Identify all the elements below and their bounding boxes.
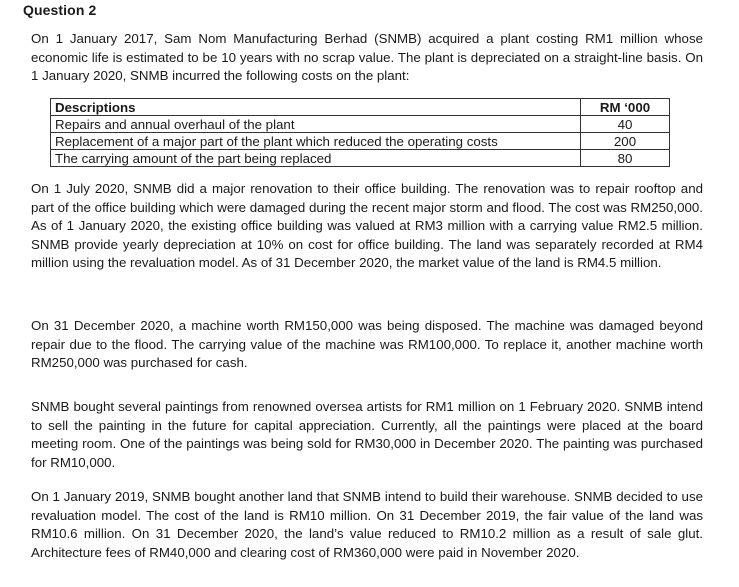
paragraph-warehouse-land: On 1 January 2019, SNMB bought another land that SNMB intend to build their warehouse. SNMB decided to use revaluation model. The cost of the land is RM10 million. On 31 December 2019, the fair value of the land was RM10.6 million. On 31 December 2020, the land’s value reduced to RM10.2 million as a result of sale glut. Architecture fees of RM40,000 and clearing cost of RM360,000 were paid in November 2020. <box>31 489 703 560</box>
paragraph-office-renovation: On 1 July 2020, SNMB did a major renovation to their office building. The renovation was to repair rooftop and part of the office building which were damaged during the recent major storm and flood. The cost was RM250,000. As of 1 January 2020, the existing office building was valued at RM3 million with a carrying value RM2.5 million. SNMB provide yearly depreciation at 10% on cost for office building. The land was separately recorded at RM4 million using the revaluation model. As of 31 December 2020, the market value of the land is RM4.5 million. <box>31 181 703 271</box>
row-description: Replacement of a major part of the plant which reduced the operating costs <box>51 133 581 150</box>
paragraph-paintings: SNMB bought several paintings from renowned oversea artists for RM1 million on 1 February 2020. SNMB intend to sell the painting in the future for capital appreciation. Currently, all the paintings were placed at the board meeting room. One of the paintings was being sold for RM30,000 in December 2020. The painting was purchased for RM10,000. <box>31 399 703 470</box>
row-description: The carrying amount of the part being replaced <box>51 150 581 167</box>
costs-table <box>50 98 670 167</box>
row-amount: 40 <box>581 116 670 133</box>
header-amount: RM ‘000 <box>581 99 670 116</box>
intro-paragraph: On 1 January 2017, Sam Nom Manufacturing Berhad (SNMB) acquired a plant costing RM1 million whose economic life is estimated to be 10 years with no scrap value. The plant is depreciated on a straight-line basis. On 1 January 2020, SNMB incurred the following costs on the plant: <box>31 31 703 84</box>
question-title: Question 2 <box>23 2 97 18</box>
row-amount: 200 <box>581 133 670 150</box>
table-header-row <box>51 99 670 116</box>
paragraph-machine-disposal: On 31 December 2020, a machine worth RM150,000 was being disposed. The machine was damaged beyond repair due to the flood. The carrying value of the machine was RM100,000. To replace it, another machine worth RM250,000 was purchased for cash. <box>31 318 703 371</box>
row-description: Repairs and annual overhaul of the plant <box>51 116 581 133</box>
table-row <box>51 150 670 167</box>
table-row <box>51 133 670 150</box>
header-descriptions: Descriptions <box>51 99 581 116</box>
table-row <box>51 116 670 133</box>
row-amount: 80 <box>581 150 670 167</box>
